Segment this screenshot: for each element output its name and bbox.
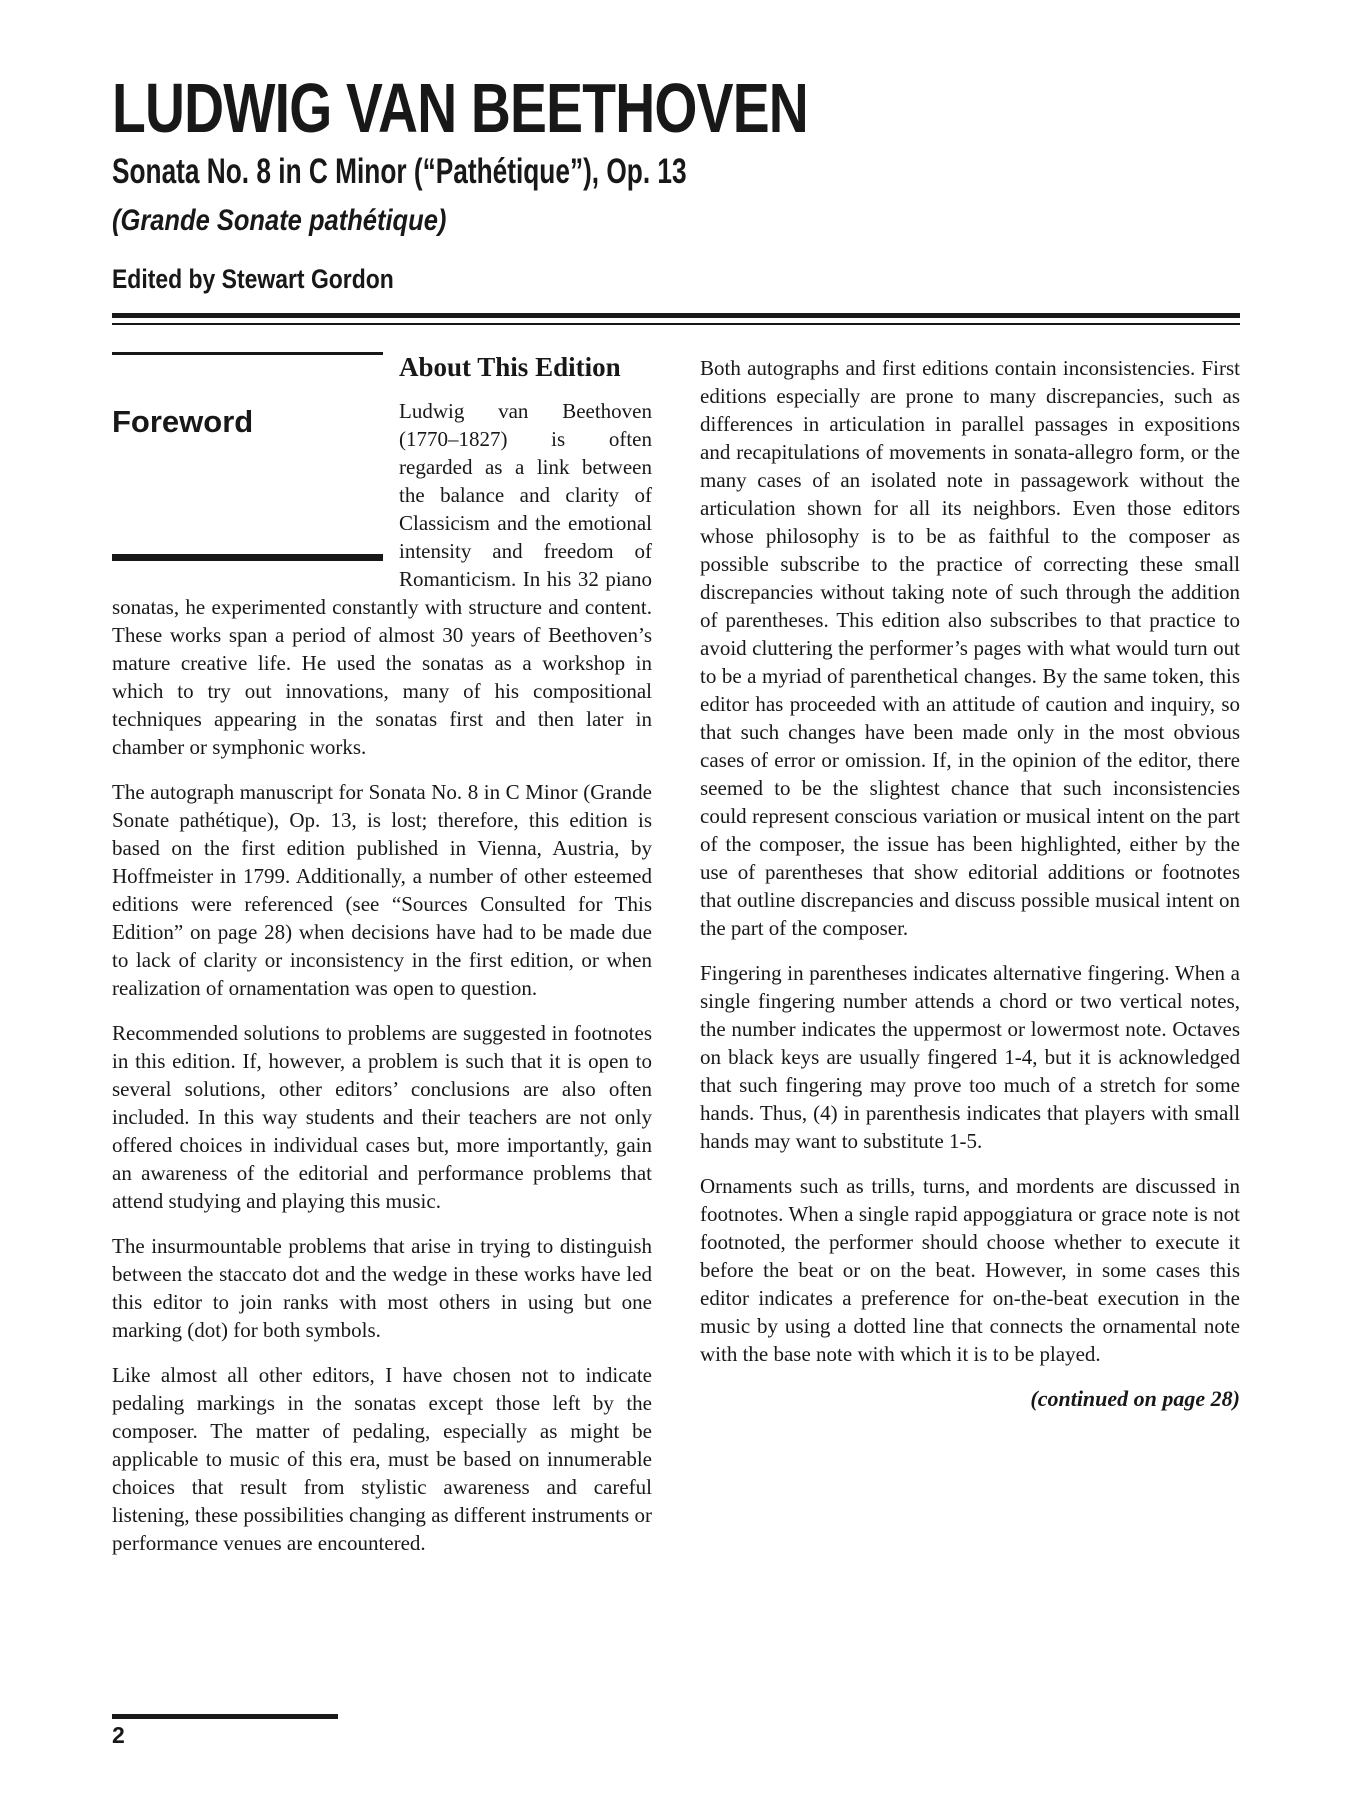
about-this-edition-heading: About This Edition <box>399 352 621 383</box>
foreword-paragraph: The insurmountable problems that arise in trying to distinguish between the staccato dot and the wedge in these works have led this editor to join ranks with most others in using but one marking (dot) for both symbols. <box>112 1234 652 1343</box>
foreword-paragraph: Both autographs and first editions contain inconsistencies. First editions especially are prone to many discrepancies, such as differences in articulation in parallel passages in expositions and recapitulations of movements in sonata-allegro form, or the many cases of an isolated note in passagework without the articulation shown for all its neighbors. Even those editors whose philosophy is to be as faithful to the composer as possible subscribe to the practice of correcting these small discrepancies without taking note of such through the addition of parentheses. This edition also subscribes to that practice to avoid cluttering the performer’s pages with what would turn out to be a myriad of parenthetical changes. By the same token, this editor has proceeded with an attitude of caution and inquiry, so that such changes have been made only in the most obvious cases of error or omission. If, in the opinion of the editor, there seemed to be the slightest chance that such inconsistencies could represent conscious variation or musical intent on the part of the composer, the issue has been highlighted, either by the use of parentheses that show editorial additions or footnotes that outline discrepancies and discuss possible musical intent on the part of the composer. <box>700 356 1240 941</box>
foreword-paragraph: The autograph manuscript for Sonata No. 8 in C Minor (Grande Sonate pathétique), Op. 13, is lost; therefore, this edition is based on the first edition published in Vienna, Austria, by Hoffmeister in 1799. Additionally, a number of other esteemed editions were referenced (see “Sources Consulted for This Edition” on page 28) when decisions have had to be made due to lack of clarity or inconsistency in the first edition, or when realization of ornamentation was open to question. <box>112 780 652 1001</box>
foreword-paragraph: Ornaments such as trills, turns, and mordents are discussed in footnotes. When a single rapid appoggiatura or grace note is not footnoted, the performer should choose whether to execute it before the beat or on the beat. However, in some cases this editor indicates a preference for on-the-beat execution in the music by using a dotted line that connects the ornamental note with the base note with which it is to be played. <box>700 1174 1240 1367</box>
left-column <box>112 352 652 1574</box>
header-divider-rule <box>112 313 1240 325</box>
foreword-paragraph: Like almost all other editors, I have chosen not to indicate pedaling markings in the sonatas except those left by the composer. The matter of pedaling, especially as might be applicable to music of this era, must be based on innumerable choices that result from stylistic awareness and careful listening, these possibilities changing as different instruments or performance venues are encountered. <box>112 1363 652 1556</box>
composer-title: LUDWIG VAN BEETHOVEN <box>112 69 808 147</box>
continued-note: (continued on page 28) <box>1030 1386 1240 1412</box>
two-column-body <box>112 352 1240 1574</box>
foreword-paragraph: Fingering in parentheses indicates alternative fingering. When a single fingering number attends a chord or two vertical notes, the number indicates the uppermost or lowermost note. Octaves on black keys are usually fingered 1-4, but it is acknowledged that such fingering may prove too much of a stretch for some hands. Thus, (4) in parenthesis indicates that players with small hands may want to substitute 1-5. <box>700 961 1240 1154</box>
page-number: 2 <box>112 1722 125 1748</box>
work-subtitle: (Grande Sonate pathétique) <box>112 204 447 237</box>
footer-rule <box>112 1714 338 1719</box>
foreword-paragraph: Ludwig van Beethoven (1770–1827) is often regarded as a link between the balance and clarity of Classicism and the emotional intensity and freedom of Romanticism. In his 32 piano sonatas, he experimented constantly with structure and content. These works span a period of almost 30 years of Beethoven’s mature creative life. He used the sonatas as a workshop in which to try out innovations, many of his compositional techniques appearing in the sonatas first and then later in chamber or symphonic works. <box>112 399 652 760</box>
editor-credit: Edited by Stewart Gordon <box>112 264 394 294</box>
foreword-section-box <box>112 352 383 561</box>
foreword-section-label: Foreword <box>112 404 254 440</box>
foreword-paragraph: Recommended solutions to problems are suggested in footnotes in this edition. If, however, a problem is such that it is open to several solutions, other editors’ conclusions are also often included. In this way students and their teachers are not only offered choices in individual cases but, more importantly, gain an awareness of the editorial and performance problems that attend studying and playing this music. <box>112 1021 652 1214</box>
page-header <box>112 69 1240 295</box>
work-title: Sonata No. 8 in C Minor (“Pathétique”), Op. 13 <box>112 152 687 191</box>
right-column <box>700 352 1240 1574</box>
